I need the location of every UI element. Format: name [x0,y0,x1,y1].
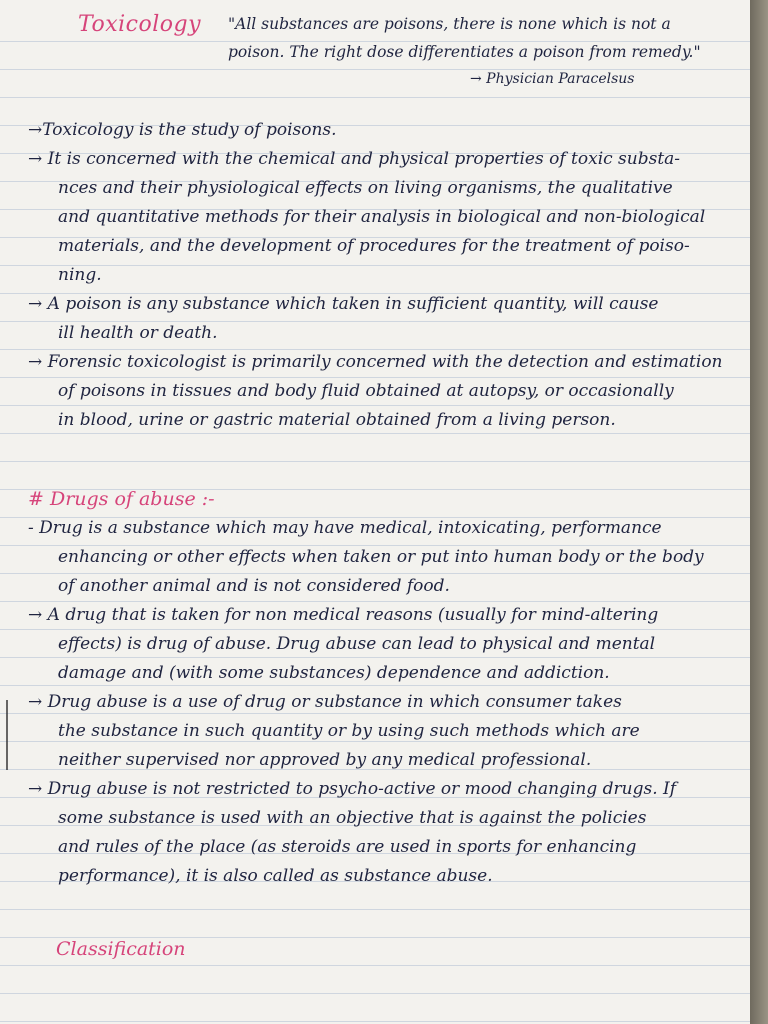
note-line: → It is concerned with the chemical and physical properties of toxic substa- [28,149,681,169]
section-heading: Classification [56,938,186,960]
note-line: →Toxicology is the study of poisons. [28,120,337,140]
note-line: and quantitative methods for their analysis in biological and non-biological [58,207,706,227]
note-line: → Forensic toxicologist is primarily concerned with the detection and estimation [28,352,723,372]
note-line: in blood, urine or gastric material obtained from a living person. [58,410,616,430]
note-line: neither supervised nor approved by any medical professional. [58,750,592,770]
note-line: materials, and the development of procedures for the treatment of poiso- [58,236,690,256]
quote [228,10,728,66]
note-line: damage and (with some substances) dependence and addiction. [58,663,610,683]
drugs-of-abuse-section [28,484,740,891]
note-line: and rules of the place (as steroids are used in sports for enhancing [58,837,637,857]
note-line: - Drug is a substance which may have medical, intoxicating, performance [28,518,662,538]
margin-mark [6,700,8,770]
note-line: ning. [58,265,102,285]
note-line: effects) is drug of abuse. Drug abuse can lead to physical and mental [58,634,656,654]
classification-section [28,934,740,964]
note-line: performance), it is also called as substance abuse. [58,866,493,886]
note-line: nces and their physiological effects on living organisms, the qualitative [58,178,673,198]
quote-line: poison. The right dose differentiates a poison from remedy." [228,43,701,61]
page-title: Toxicology [78,12,202,37]
section-heading: # Drugs of abuse :- [28,488,215,510]
note-line: the substance in such quantity or by using such methods which are [58,721,640,741]
quote-attribution: → Physician Paracelsus [470,71,635,87]
page-edge-shadow [750,0,768,1024]
quote-line: "All substances are poisons, there is none which is not a [228,15,671,33]
drugs-notes [28,514,740,891]
toxicology-notes [28,116,740,435]
note-line: enhancing or other effects when taken or put into human body or the body [58,547,704,567]
note-line: → A poison is any substance which taken in sufficient quantity, will cause [28,294,659,314]
note-line: of poisons in tissues and body fluid obtained at autopsy, or occasionally [58,381,674,401]
note-line: some substance is used with an objective that is against the policies [58,808,647,828]
note-line: → Drug abuse is a use of drug or substance in which consumer takes [28,692,622,712]
note-line: ill health or death. [58,323,218,343]
note-line: → Drug abuse is not restricted to psycho-active or mood changing drugs. If [28,779,677,799]
note-line: → A drug that is taken for non medical reasons (usually for mind-altering [28,605,659,625]
note-line: of another animal and is not considered food. [58,576,450,596]
